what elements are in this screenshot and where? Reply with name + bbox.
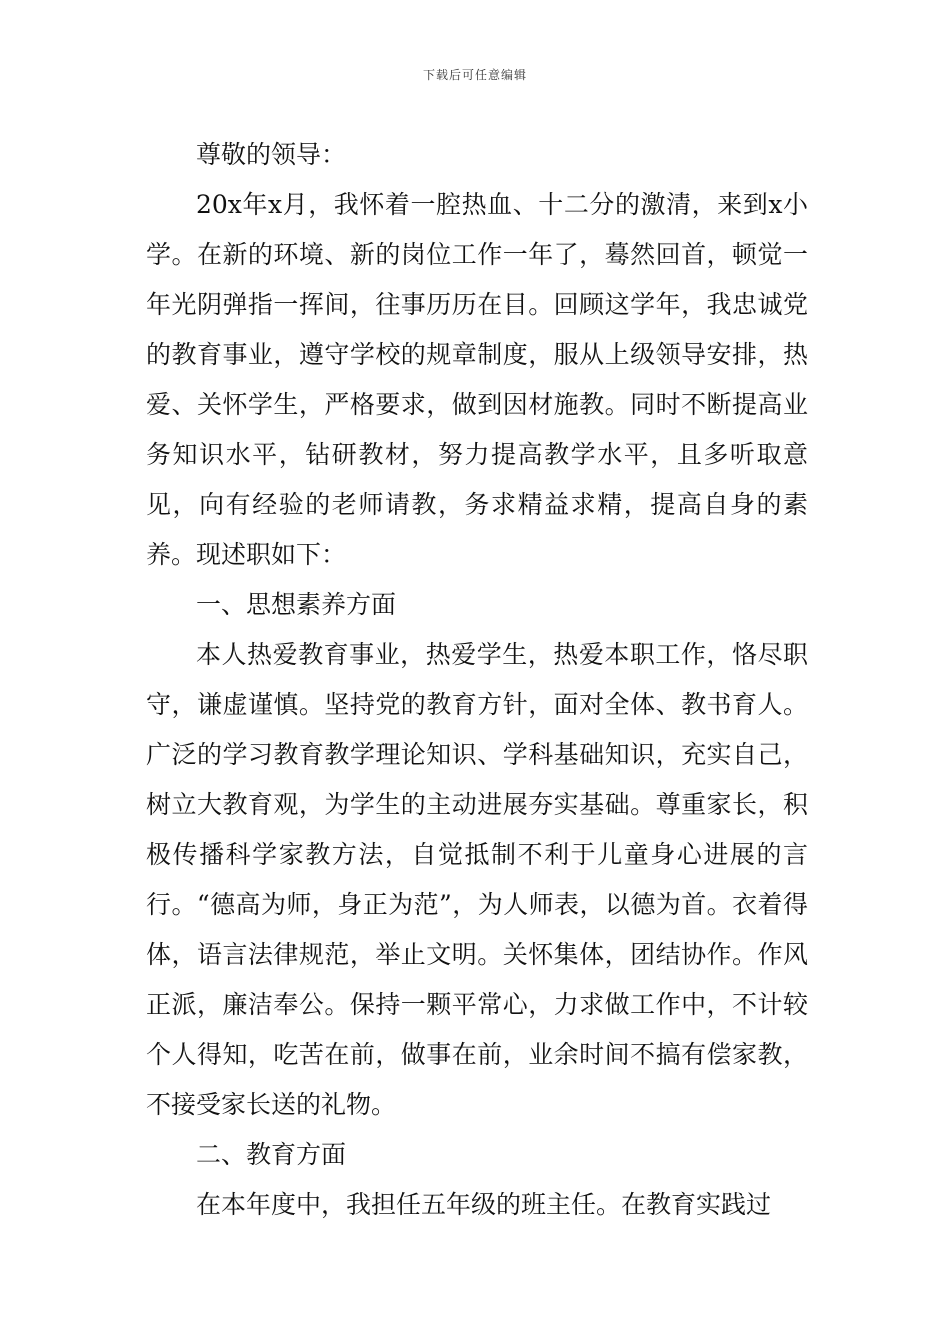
section-heading-education: 二、教育方面 bbox=[196, 1140, 347, 1169]
paragraph-ideology: 本人热爱教育事业，热爱学生，热爱本职工作，恪尽职守，谦虚谨慎。坚持党的教育方针，面对全体、教书育人。广泛的学习教育教学理论知识、学科基础知识，充实自己，树立大教育观，为学生的主动进展夯实基础。尊重家长，积极传播科学家教方法，自觉抵制不利于儿童身心进展的言行。“德高为师，身正为范”，为人师表，以德为首。衣着得体，语言法律规范，举止文明。关怀集体，团结协作。作风正派，廉洁奉公。保持一颗平常心，力求做工作中，不计较个人得知，吃苦在前，做事在前，业余时间不搞有偿家教，不接受家长送的礼物。 bbox=[146, 640, 808, 1119]
section-heading-ideology: 一、思想素养方面 bbox=[196, 590, 397, 619]
paragraph-intro: 20x年x月，我怀着一腔热血、十二分的激清，来到x小学。在新的环境、新的岗位工作一年了，蓦然回首，顿觉一年光阴弹指一挥间，往事历历在目。回顾这学年，我忠诚党的教育事业，遵守学校的规章制度，服从上级领导安排，热爱、关怀学生，严格要求，做到因材施教。同时不断提高业务知识水平，钻研教材，努力提高教学水平，且多听取意见，向有经验的老师请教，务求精益求精，提高自身的素养。现述职如下： bbox=[146, 190, 808, 569]
salutation: 尊敬的领导： bbox=[196, 140, 347, 169]
header-note: 下载后可任意编辑 bbox=[422, 68, 527, 82]
document-body bbox=[146, 130, 808, 1230]
paragraph-education: 在本年度中，我担任五年级的班主任。在教育实践过 bbox=[196, 1190, 772, 1219]
